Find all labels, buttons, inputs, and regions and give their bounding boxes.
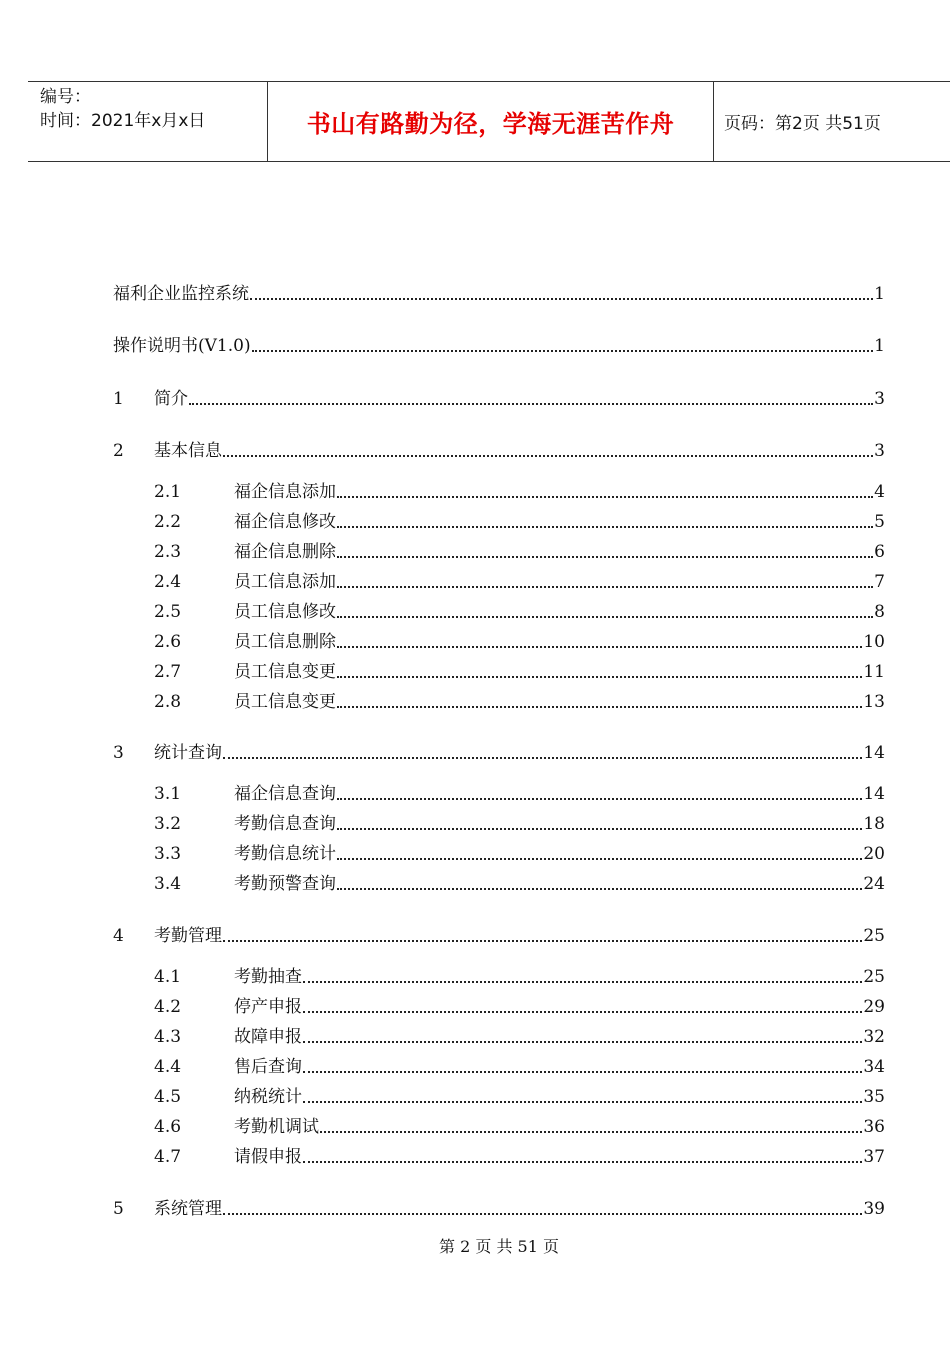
toc-entry[interactable] bbox=[113, 1078, 885, 1108]
toc-entry-title: 基本信息 bbox=[154, 441, 222, 461]
toc-entry-title: 请假申报 bbox=[234, 1147, 302, 1167]
toc-entry-title: 停产申报 bbox=[234, 997, 302, 1017]
toc-entry[interactable] bbox=[113, 835, 885, 865]
toc-entry-number: 4.3 bbox=[154, 1027, 182, 1047]
toc-entry-page: 3 bbox=[874, 389, 885, 409]
toc-leader-dots bbox=[337, 706, 862, 708]
toc-entry[interactable] bbox=[113, 917, 885, 947]
toc-entry-page: 25 bbox=[863, 967, 885, 987]
toc-entry[interactable] bbox=[113, 1190, 885, 1220]
toc-entry-number: 3.2 bbox=[154, 814, 182, 834]
toc-entry[interactable] bbox=[113, 865, 885, 895]
toc-entry-page: 13 bbox=[863, 692, 885, 712]
toc-entry-page: 11 bbox=[863, 662, 885, 682]
toc-entry[interactable] bbox=[113, 503, 885, 533]
toc-entry[interactable] bbox=[113, 775, 885, 805]
toc-entry[interactable] bbox=[113, 683, 885, 713]
toc-entry-page: 3 bbox=[874, 441, 885, 461]
toc-entry-number: 4.4 bbox=[154, 1057, 182, 1077]
toc-entry-title: 简介 bbox=[154, 389, 188, 409]
toc-leader-dots bbox=[337, 858, 862, 860]
toc-entry-title: 员工信息变更 bbox=[234, 692, 336, 712]
toc-entry-title: 操作说明书(V1.0) bbox=[113, 336, 251, 356]
toc-entry-number: 2.4 bbox=[154, 572, 182, 592]
toc-entry-title: 员工信息修改 bbox=[234, 602, 336, 622]
toc-entry-page: 34 bbox=[863, 1057, 885, 1077]
toc-entry[interactable] bbox=[113, 473, 885, 503]
toc-entry-number: 3.3 bbox=[154, 844, 182, 864]
toc-entry-title: 考勤抽查 bbox=[234, 967, 302, 987]
toc-entry-number: 3 bbox=[113, 743, 124, 763]
toc-leader-dots bbox=[320, 1131, 862, 1133]
toc-leader-dots bbox=[337, 496, 873, 498]
toc-entry-title: 福企信息添加 bbox=[234, 482, 336, 502]
toc-leader-dots bbox=[223, 940, 862, 942]
toc-entry-page: 6 bbox=[874, 542, 885, 562]
toc-entry-number: 5 bbox=[113, 1199, 124, 1219]
toc-entry-title: 纳税统计 bbox=[234, 1087, 302, 1107]
toc-entry[interactable] bbox=[113, 563, 885, 593]
toc-leader-dots bbox=[303, 1071, 862, 1073]
toc-leader-dots bbox=[303, 1161, 862, 1163]
toc-leader-dots bbox=[303, 981, 862, 983]
toc-entry-number: 4.6 bbox=[154, 1117, 182, 1137]
toc-entry-number: 3.1 bbox=[154, 784, 182, 804]
toc-entry-number: 2.3 bbox=[154, 542, 182, 562]
toc-entry[interactable] bbox=[113, 734, 885, 764]
toc-leader-dots bbox=[250, 298, 873, 300]
toc-entry-page: 8 bbox=[874, 602, 885, 622]
toc-leader-dots bbox=[189, 403, 873, 405]
page-footer: 第 2 页 共 51 页 bbox=[439, 1237, 559, 1256]
toc-entry-number: 2.1 bbox=[154, 482, 182, 502]
toc-entry-number: 1 bbox=[113, 389, 124, 409]
toc-entry-title: 福利企业监控系统 bbox=[113, 284, 249, 304]
toc-entry-page: 14 bbox=[863, 784, 885, 804]
toc-entry-page: 29 bbox=[863, 997, 885, 1017]
toc-entry[interactable] bbox=[113, 988, 885, 1018]
toc-entry[interactable] bbox=[113, 1018, 885, 1048]
toc-entry-title: 福企信息查询 bbox=[234, 784, 336, 804]
toc-entry-page: 4 bbox=[874, 482, 885, 502]
toc-entry-title: 考勤机调试 bbox=[234, 1117, 319, 1137]
toc-leader-dots bbox=[337, 888, 862, 890]
toc-entry-page: 39 bbox=[863, 1199, 885, 1219]
toc-leader-dots bbox=[252, 350, 874, 352]
toc-entry[interactable] bbox=[113, 432, 885, 462]
document-number-label: 编号： bbox=[40, 87, 91, 107]
toc-entry-number: 2 bbox=[113, 441, 124, 461]
toc-entry[interactable] bbox=[113, 805, 885, 835]
toc-entry-page: 24 bbox=[863, 874, 885, 894]
toc-leader-dots bbox=[337, 586, 873, 588]
toc-entry-page: 1 bbox=[874, 336, 885, 356]
toc-entry-page: 25 bbox=[863, 926, 885, 946]
toc-entry-number: 2.6 bbox=[154, 632, 182, 652]
toc-entry[interactable] bbox=[113, 653, 885, 683]
toc-entry-number: 3.4 bbox=[154, 874, 182, 894]
toc-entry-title: 员工信息添加 bbox=[234, 572, 336, 592]
toc-leader-dots bbox=[303, 1101, 862, 1103]
toc-entry-title: 故障申报 bbox=[234, 1027, 302, 1047]
toc-entry-title: 福企信息修改 bbox=[234, 512, 336, 532]
toc-leader-dots bbox=[223, 455, 873, 457]
toc-leader-dots bbox=[337, 676, 862, 678]
toc-entry-number: 2.2 bbox=[154, 512, 182, 532]
toc-entry[interactable] bbox=[113, 623, 885, 653]
toc-leader-dots bbox=[337, 526, 873, 528]
toc-entry-title: 统计查询 bbox=[154, 743, 222, 763]
toc-entry-page: 5 bbox=[874, 512, 885, 532]
toc-entry[interactable] bbox=[113, 1138, 885, 1168]
toc-entry-page: 20 bbox=[863, 844, 885, 864]
toc-entry-page: 1 bbox=[874, 284, 885, 304]
toc-entry-number: 4.2 bbox=[154, 997, 182, 1017]
toc-leader-dots bbox=[303, 1041, 862, 1043]
header-page-info: 页码：第2页 共51页 bbox=[724, 114, 881, 134]
document-time-label: 时间：2021年x月x日 bbox=[40, 111, 206, 131]
toc-entry-page: 35 bbox=[863, 1087, 885, 1107]
toc-entry-page: 7 bbox=[874, 572, 885, 592]
toc-entry[interactable] bbox=[113, 380, 885, 410]
toc-leader-dots bbox=[337, 646, 862, 648]
toc-entry-title: 考勤信息查询 bbox=[234, 814, 336, 834]
toc-entry[interactable] bbox=[113, 1048, 885, 1078]
toc-entry-title: 售后查询 bbox=[234, 1057, 302, 1077]
toc-entry-page: 36 bbox=[863, 1117, 885, 1137]
header-motto: 书山有路勤为径，学海无涯苦作舟 bbox=[268, 82, 714, 161]
toc-leader-dots bbox=[337, 556, 873, 558]
toc-entry-number: 2.8 bbox=[154, 692, 182, 712]
toc-entry-number: 4 bbox=[113, 926, 124, 946]
toc-entry-page: 32 bbox=[863, 1027, 885, 1047]
toc-entry[interactable] bbox=[113, 533, 885, 563]
toc-entry-title: 系统管理 bbox=[154, 1199, 222, 1219]
toc-entry-title: 员工信息删除 bbox=[234, 632, 336, 652]
toc-leader-dots bbox=[223, 1213, 862, 1215]
toc-entry-title: 考勤预警查询 bbox=[234, 874, 336, 894]
toc-entry[interactable] bbox=[113, 275, 885, 305]
page-header bbox=[28, 81, 950, 162]
toc-entry-title: 考勤信息统计 bbox=[234, 844, 336, 864]
toc-entry-page: 37 bbox=[863, 1147, 885, 1167]
toc-leader-dots bbox=[337, 616, 873, 618]
toc-entry-number: 2.5 bbox=[154, 602, 182, 622]
toc-entry-title: 福企信息删除 bbox=[234, 542, 336, 562]
toc-entry-number: 4.1 bbox=[154, 967, 182, 987]
header-meta bbox=[28, 82, 268, 161]
toc-leader-dots bbox=[223, 757, 862, 759]
toc-entry-page: 10 bbox=[863, 632, 885, 652]
toc-entry[interactable] bbox=[113, 958, 885, 988]
toc-entry[interactable] bbox=[113, 1108, 885, 1138]
toc-entry[interactable] bbox=[113, 593, 885, 623]
toc-entry-page: 14 bbox=[863, 743, 885, 763]
toc-leader-dots bbox=[337, 798, 862, 800]
toc-entry-number: 4.5 bbox=[154, 1087, 182, 1107]
toc-entry-number: 2.7 bbox=[154, 662, 182, 682]
toc-entry-number: 4.7 bbox=[154, 1147, 182, 1167]
toc-leader-dots bbox=[303, 1011, 862, 1013]
toc-leader-dots bbox=[337, 828, 862, 830]
toc-entry-title: 考勤管理 bbox=[154, 926, 222, 946]
toc-entry-title: 员工信息变更 bbox=[234, 662, 336, 682]
toc-entry-page: 18 bbox=[863, 814, 885, 834]
toc-entry[interactable] bbox=[113, 327, 885, 357]
